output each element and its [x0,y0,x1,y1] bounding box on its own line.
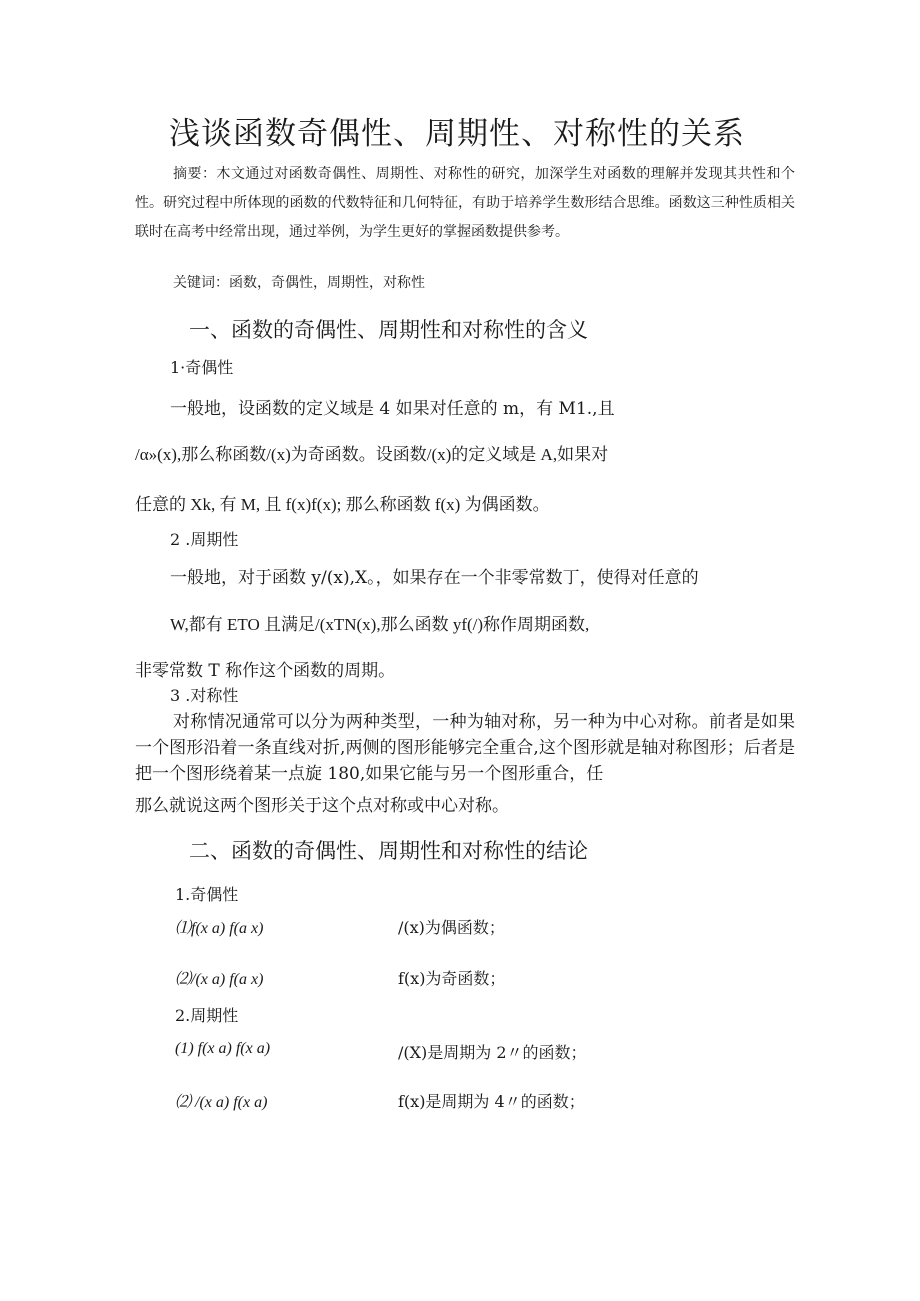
parity-formula-1: ⑴f(x a) f(a x) [175,920,264,937]
period-line-1: 一般地，对于函数 y/(x),X。，如果存在一个非零常数丁，使得对任意的 [170,568,699,588]
paper-title: 浅谈函数奇偶性、周期性、对称性的关系 [169,116,745,152]
keywords-line: 关键词：函数，奇偶性，周期性，对称性 [173,275,425,291]
parity-subheading: 1·奇偶性 [170,358,234,377]
parity-result-1: /(x)为偶函数； [398,918,505,937]
parity-line-3: 任意的 Xk, 有 M, 且 f(x)f(x); 那么称函数 f(x) 为偶函数。 [135,495,550,514]
period-formula-1: (1) f(x a) f(x a) [175,1040,271,1057]
conclusion-parity-subheading: 1.奇偶性 [175,885,239,904]
section-1-heading: 一、函数的奇偶性、周期性和对称性的含义 [189,318,588,342]
abstract-paragraph: 摘要：木文通过对函数奇偶性、周期性、对称性的研究，加深学生对函数的理解并发现其共性和个性。研究过程中所体现的函数的代数特征和几何特征，有助于培养学生数形结合思维。函数这三种性质相关联时在高考中经常出现，通过举例，为学生更好的掌握函数提供参考。 [135,166,795,240]
parity-formula-2: ⑵/(x a) f(a x) [175,971,264,988]
symmetry-paragraph: 对称情况通常可以分为两种类型，一种为轴对称，另一种为中心对称。前者是如果一个图形沿着一条直线对折,两侧的图形能够完全重合,这个图形就是轴对称图形；后者是把一个图形绕着某一点旋 180,如果它能与另一个图形重合，任 [135,712,795,784]
period-result-2: f(x)是周期为 4〃的函数； [398,1092,585,1111]
period-line-3: 非零常数 T 称作这个函数的周期。 [135,661,396,681]
period-result-1: /(X)是周期为 2〃的函数； [398,1043,587,1062]
symmetry-subheading: 3 .对称性 [170,686,239,705]
period-formula-2: ⑵ /(x a) f(x a) [175,1094,268,1111]
section-2-heading: 二、函数的奇偶性、周期性和对称性的结论 [189,839,588,863]
conclusion-period-subheading: 2.周期性 [175,1006,239,1025]
symmetry-last-line: 那么就说这两个图形关于这个点对称或中心对称。 [135,796,509,816]
parity-line-2: /α»(x),那么称函数/(x)为奇函数。设函数/(x)的定义域是 A,如果对 [135,445,609,464]
period-line-2: W,都有 ETO 且满足/(xTN(x),那么函数 yf(/)称作周期函数, [170,615,590,634]
parity-line-1: 一般地，设函数的定义域是 4 如果对任意的 m，有 M1.,且 [170,399,615,419]
period-subheading: 2 .周期性 [170,530,239,549]
parity-result-2: f(x)为奇函数； [398,969,506,988]
